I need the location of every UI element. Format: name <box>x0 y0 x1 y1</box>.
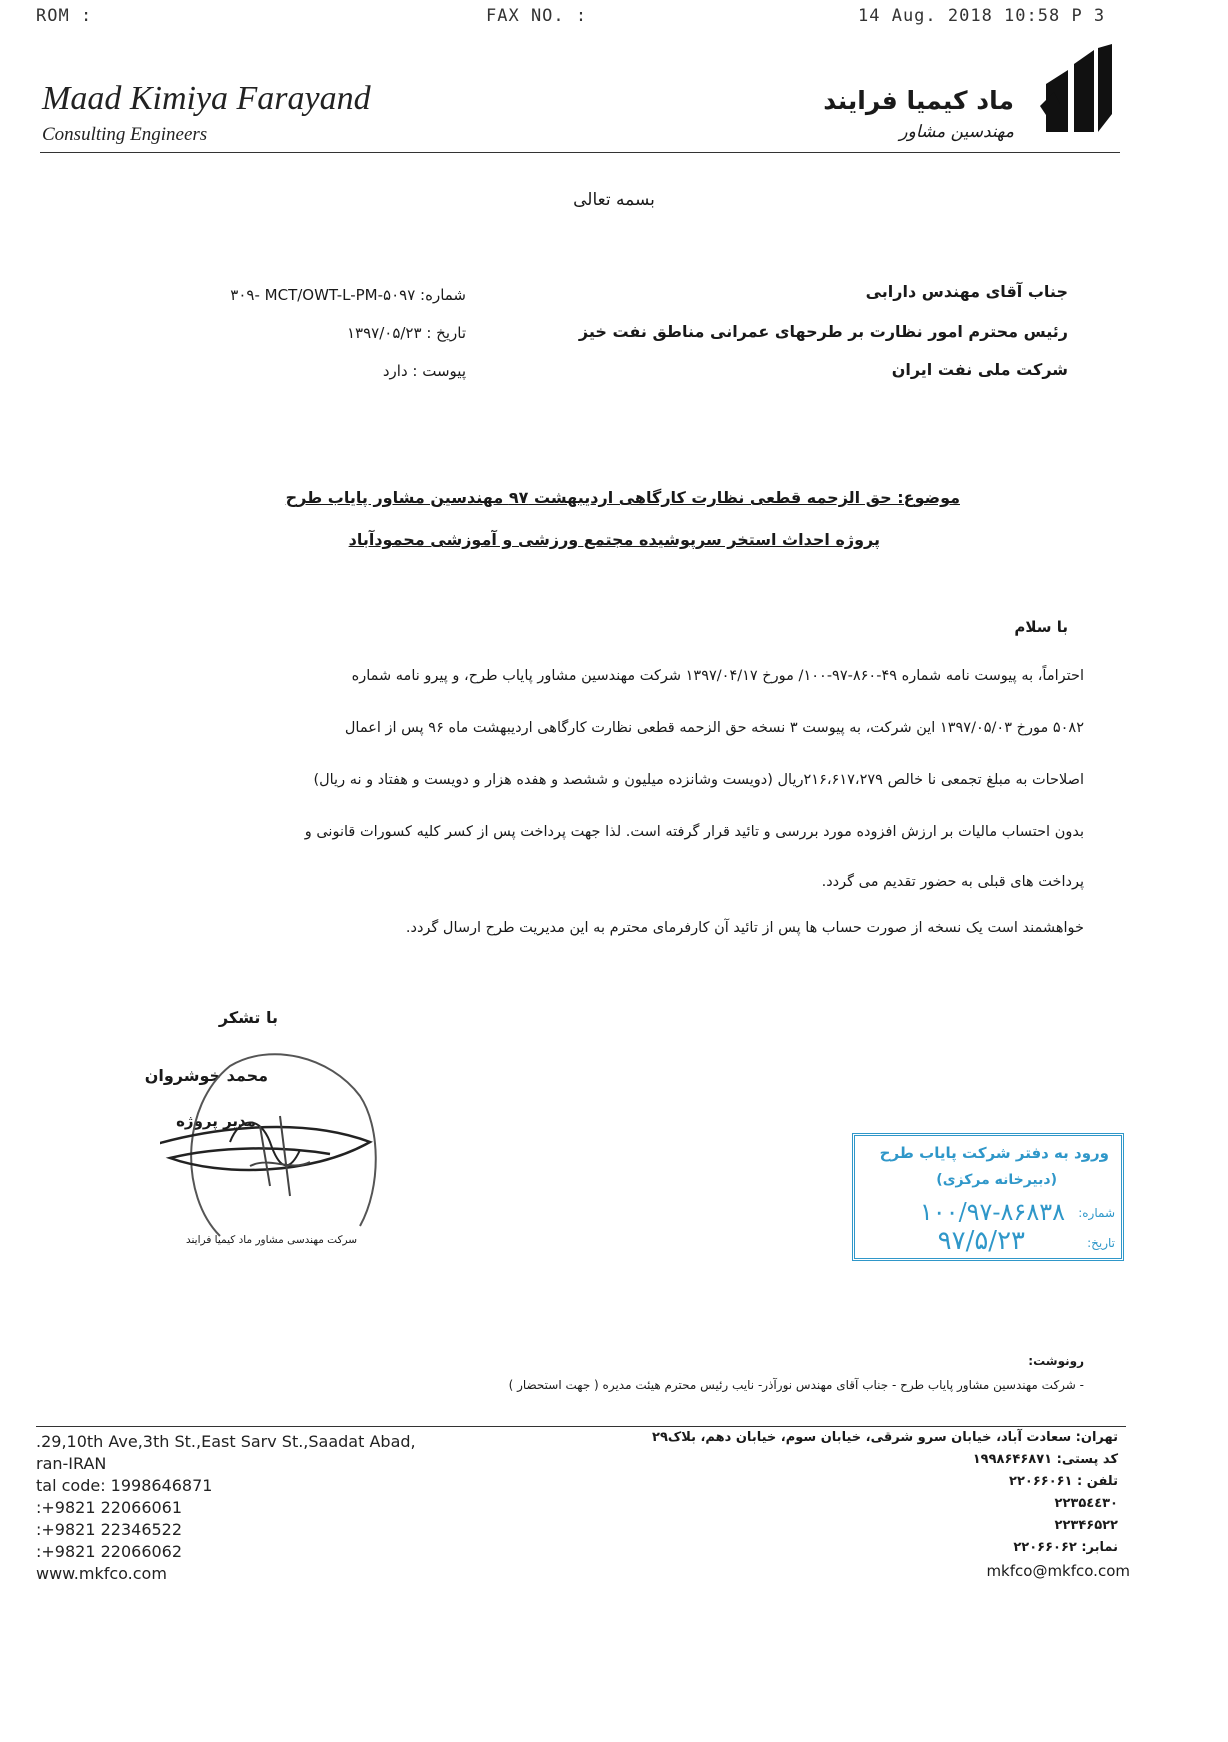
phone-1-en: :+9821 22066061 <box>36 1498 183 1517</box>
cc-item: - شرکت مهندسین مشاور پایاب طرح - جناب آقای مهندس نورآذر- نایب رئیس محترم هیئت مدیره ( جهت استحضار ) <box>508 1378 1084 1392</box>
address-fa-line-1: تهران: سعادت آباد، خیابان سرو شرقی، خیابان سوم، خیابان دهم، بلاک۲۹ <box>652 1430 1118 1445</box>
stamp-date-value: ۹۷/۵/۲۳ <box>937 1226 1025 1256</box>
closing: با تشکر <box>218 1008 278 1027</box>
subject-line-1: موضوع: حق الزحمه قطعی نظارت کارگاهی اردیبهشت ۹۷ مهندسین مشاور پایاب طرح <box>285 488 960 507</box>
body-line-2: ۵۰۸۲ مورخ ۱۳۹۷/۰۵/۰۳ این شرکت، به پیوست ۳ نسخه حق الزحمه قطعی نظارت کارگاهی اردیبهشت ماه ۹۶ پس از اعمال <box>344 720 1084 736</box>
bismillah: بسمه تعالی <box>573 190 655 210</box>
postal-code-fa: کد پستی: ۱۹۹۸۶۴۶۸۷۱ <box>972 1452 1118 1467</box>
company-logo-icon <box>1038 44 1114 132</box>
body-line-6: خواهشمند است یک نسخه از صورت حساب ها پس از تائید آن کارفرمای محترم به این مدیریت طرح ارسال گردد. <box>405 920 1084 936</box>
body-line-5: پرداخت های قبلی به حضور تقدیم می گردد. <box>821 874 1084 890</box>
stamp-number-value: ۱۰۰/۹۷-۸۶۸۳۸ <box>919 1198 1065 1226</box>
body-line-3: اصلاحات به مبلغ تجمعی نا خالص ۲۱۶،۶۱۷،۲۷۹ریال (دویست وشانزده میلیون و ششصد و هفده هزار و دویست و هفتاد و نه ریال) <box>313 772 1084 788</box>
address-en-line-1: .29,10th Ave,3th St.,East Sarv St.,Saadat Abad, <box>36 1432 416 1451</box>
recipient-organization: شرکت ملی نفت ایران <box>891 360 1068 379</box>
phone-3-fa: ۲۲۳۴۶۵۲۲ <box>1054 1518 1118 1533</box>
stamp-line-2: (دبیرخانه مرکزی) <box>936 1172 1057 1188</box>
greeting: با سلام <box>1014 618 1068 636</box>
footer-divider <box>36 1426 1126 1427</box>
stamp-line-1: ورود به دفتر شرکت پایاب طرح <box>879 1144 1109 1162</box>
company-name-en: Maad Kimiya Farayand <box>42 80 371 117</box>
subject-line-2: پروژه احداث استخر سرپوشیده مجتمع ورزشی و آموزشی محمودآباد <box>348 530 880 549</box>
letter-attachment-value: دارد <box>382 362 408 380</box>
fax-en: :+9821 22066062 <box>36 1542 183 1561</box>
letter-date-value: ۱۳۹۷/۰۵/۲۳ <box>346 324 422 342</box>
phone-1-fa: تلفن : ۲۲۰۶۶۰۶۱ <box>1009 1474 1118 1489</box>
company-subtitle-en: Consulting Engineers <box>42 124 208 145</box>
company-name-fa: ماد کیمیا فرایند <box>823 86 1014 115</box>
address-en-line-2: ran-IRAN <box>36 1454 107 1473</box>
postal-code-en: tal code: 1998646871 <box>36 1476 213 1495</box>
seal-label: سرکت مهندسی مشاور ماد کیمیا فرایند <box>186 1234 358 1246</box>
body-line-4: بدون احتساب مالیات بر ارزش افزوده مورد بررسی و تائید قرار گرفته است. لذا جهت پرداخت پس از کسر کلیه کسورات قانونی و <box>304 824 1084 840</box>
body-line-1: احتراماً، به پیوست نامه شماره ۴۹-۸۶۰-۹۷-۱۰۰/ مورخ ۱۳۹۷/۰۴/۱۷ شرکت مهندسین مشاور پایاب طرح، و پیرو نامه شماره <box>351 668 1084 684</box>
letter-date-label: تاریخ : <box>426 324 466 342</box>
received-stamp <box>852 1133 1124 1261</box>
recipient-title: رئیس محترم امور نظارت بر طرحهای عمرانی مناطق نفت خیز <box>578 322 1068 341</box>
cc-label: رونوشت: <box>1028 1354 1084 1368</box>
phone-2-en: :+9821 22346522 <box>36 1520 183 1539</box>
website-link[interactable]: www.mkfco.com <box>36 1564 167 1583</box>
letter-attachment-label: پیوست : <box>412 362 466 380</box>
fax-fa: نمابر: ۲۲۰۶۶۰۶۲ <box>1013 1540 1118 1555</box>
company-seal-signature-icon <box>160 1046 390 1246</box>
stamp-number-label: شماره: <box>1078 1206 1115 1220</box>
signer-role: مدیر پروژه <box>176 1112 256 1130</box>
signer-name: محمد خوشروان <box>144 1066 268 1085</box>
fax-timestamp: 14 Aug. 2018 10:58 P 3 <box>858 6 1106 26</box>
fax-from-label: ROM : <box>36 6 93 26</box>
stamp-date-label: تاریخ: <box>1087 1236 1115 1250</box>
fax-number-label: FAX NO. : <box>486 6 588 26</box>
letter-number <box>230 286 466 304</box>
company-subtitle-fa: مهندسین مشاور <box>899 122 1014 142</box>
letter-number-value: ۳۰۹- MCT/OWT-L-PM-۵۰۹۷ <box>230 286 416 304</box>
recipient-salutation: جناب آقای مهندس دارابی <box>865 282 1068 301</box>
letter-number-label: شماره: <box>420 286 466 304</box>
header-divider <box>40 152 1120 153</box>
email-link[interactable]: mkfco@mkfco.com <box>986 1562 1130 1580</box>
phone-2-fa: ۲۲۳۵٤٤۳۰ <box>1054 1496 1118 1511</box>
letter-attachment <box>383 362 466 380</box>
letter-date <box>347 324 466 342</box>
